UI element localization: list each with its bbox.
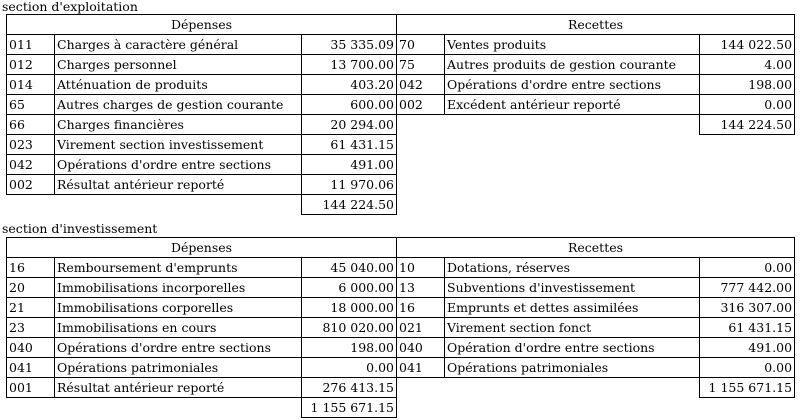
account-label: Immobilisations incorporelles xyxy=(55,278,302,298)
account-amount: 600.00 xyxy=(302,95,397,115)
total-spacer xyxy=(7,398,302,418)
account-label: Dotations, réserves xyxy=(445,258,700,278)
table-row xyxy=(397,338,795,358)
account-label: Excédent antérieur reporté xyxy=(445,95,700,115)
table-row xyxy=(7,318,397,338)
section-total: 1 155 671.15 xyxy=(700,378,795,398)
account-code: 21 xyxy=(7,298,55,318)
account-amount: 810 020.00 xyxy=(302,318,397,338)
account-label: Charges financières xyxy=(55,115,302,135)
account-amount: 198.00 xyxy=(700,75,795,95)
table-row xyxy=(7,378,397,398)
account-label: Opérations d'ordre entre sections xyxy=(55,338,302,358)
table-row xyxy=(397,75,795,95)
depenses-header: Dépenses xyxy=(7,15,397,35)
exploitation-title: section d'exploitation xyxy=(2,0,138,14)
account-amount: 491.00 xyxy=(700,338,795,358)
account-code: 041 xyxy=(397,358,445,378)
account-code: 040 xyxy=(397,338,445,358)
recettes-header: Recettes xyxy=(397,238,795,258)
table-row xyxy=(397,278,795,298)
account-label: Opérations d'ordre entre sections xyxy=(55,155,302,175)
account-code: 011 xyxy=(7,35,55,55)
section-total: 144 224.50 xyxy=(302,195,397,215)
account-code: 042 xyxy=(7,155,55,175)
table-header-row xyxy=(7,15,397,35)
account-code: 023 xyxy=(7,135,55,155)
total-row xyxy=(7,195,397,215)
account-label: Charges à caractère général xyxy=(55,35,302,55)
account-amount: 316 307.00 xyxy=(700,298,795,318)
account-amount: 0.00 xyxy=(302,358,397,378)
table-row xyxy=(7,175,397,195)
table-row xyxy=(7,338,397,358)
account-code: 041 xyxy=(7,358,55,378)
account-code: 10 xyxy=(397,258,445,278)
account-amount: 0.00 xyxy=(700,258,795,278)
exploitation-recettes-table xyxy=(396,14,795,135)
account-label: Opérations patrimoniales xyxy=(55,358,302,378)
account-label: Autres produits de gestion courante xyxy=(445,55,700,75)
table-row xyxy=(7,115,397,135)
account-amount: 6 000.00 xyxy=(302,278,397,298)
account-amount: 20 294.00 xyxy=(302,115,397,135)
total-spacer xyxy=(7,195,302,215)
account-code: 002 xyxy=(397,95,445,115)
account-label: Virement section investissement xyxy=(55,135,302,155)
total-row xyxy=(7,398,397,418)
account-amount: 0.00 xyxy=(700,358,795,378)
account-amount: 403.20 xyxy=(302,75,397,95)
account-amount: 11 970.06 xyxy=(302,175,397,195)
account-label: Immobilisations en cours xyxy=(55,318,302,338)
investissement-depenses-table xyxy=(6,237,397,418)
account-label: Remboursement d'emprunts xyxy=(55,258,302,278)
account-code: 040 xyxy=(7,338,55,358)
table-row xyxy=(397,35,795,55)
account-code: 23 xyxy=(7,318,55,338)
table-header-row xyxy=(7,238,397,258)
account-code: 16 xyxy=(7,258,55,278)
table-row xyxy=(397,318,795,338)
account-label: Opérations patrimoniales xyxy=(445,358,700,378)
account-label: Emprunts et dettes assimilées xyxy=(445,298,700,318)
total-spacer xyxy=(397,115,700,135)
account-label: Opérations d'ordre entre sections xyxy=(445,75,700,95)
table-row xyxy=(397,358,795,378)
section-total: 144 224.50 xyxy=(700,115,795,135)
account-code: 16 xyxy=(397,298,445,318)
table-row xyxy=(7,35,397,55)
account-code: 70 xyxy=(397,35,445,55)
table-row xyxy=(7,135,397,155)
table-row xyxy=(397,258,795,278)
table-row xyxy=(7,358,397,378)
table-row xyxy=(397,95,795,115)
account-amount: 61 431.15 xyxy=(302,135,397,155)
total-row xyxy=(397,378,795,398)
recettes-header: Recettes xyxy=(397,15,795,35)
total-row xyxy=(397,115,795,135)
account-label: Autres charges de gestion courante xyxy=(55,95,302,115)
account-amount: 13 700.00 xyxy=(302,55,397,75)
account-amount: 35 335.09 xyxy=(302,35,397,55)
account-code: 13 xyxy=(397,278,445,298)
investissement-recettes-table xyxy=(396,237,795,398)
table-row xyxy=(7,75,397,95)
depenses-header: Dépenses xyxy=(7,238,397,258)
exploitation-depenses-table xyxy=(6,14,397,215)
account-code: 021 xyxy=(397,318,445,338)
account-amount: 198.00 xyxy=(302,338,397,358)
account-label: Résultat antérieur reporté xyxy=(55,378,302,398)
table-row xyxy=(7,55,397,75)
table-header-row xyxy=(397,238,795,258)
account-amount: 144 022.50 xyxy=(700,35,795,55)
table-header-row xyxy=(397,15,795,35)
account-label: Charges personnel xyxy=(55,55,302,75)
account-amount: 491.00 xyxy=(302,155,397,175)
account-code: 001 xyxy=(7,378,55,398)
account-label: Virement section fonct xyxy=(445,318,700,338)
table-row xyxy=(7,258,397,278)
total-spacer xyxy=(397,378,700,398)
account-label: Ventes produits xyxy=(445,35,700,55)
account-code: 002 xyxy=(7,175,55,195)
table-row xyxy=(397,298,795,318)
investissement-title: section d'investissement xyxy=(2,221,158,236)
account-amount: 0.00 xyxy=(700,95,795,115)
exploitation-depenses-body xyxy=(7,15,397,215)
account-code: 014 xyxy=(7,75,55,95)
account-amount: 18 000.00 xyxy=(302,298,397,318)
account-label: Opération d'ordre entre sections xyxy=(445,338,700,358)
table-row xyxy=(397,55,795,75)
account-code: 75 xyxy=(397,55,445,75)
investissement-depenses-body xyxy=(7,238,397,418)
account-amount: 4.00 xyxy=(700,55,795,75)
account-code: 042 xyxy=(397,75,445,95)
account-amount: 777 442.00 xyxy=(700,278,795,298)
table-row xyxy=(7,278,397,298)
exploitation-recettes-body xyxy=(397,15,795,135)
account-amount: 276 413.15 xyxy=(302,378,397,398)
account-label: Subventions d'investissement xyxy=(445,278,700,298)
section-total: 1 155 671.15 xyxy=(302,398,397,418)
investissement-recettes-body xyxy=(397,238,795,398)
account-label: Immobilisations corporelles xyxy=(55,298,302,318)
account-label: Atténuation de produits xyxy=(55,75,302,95)
account-label: Résultat antérieur reporté xyxy=(55,175,302,195)
table-row xyxy=(7,298,397,318)
table-row xyxy=(7,95,397,115)
account-code: 65 xyxy=(7,95,55,115)
account-amount: 45 040.00 xyxy=(302,258,397,278)
account-code: 012 xyxy=(7,55,55,75)
account-code: 66 xyxy=(7,115,55,135)
account-amount: 61 431.15 xyxy=(700,318,795,338)
account-code: 20 xyxy=(7,278,55,298)
table-row xyxy=(7,155,397,175)
